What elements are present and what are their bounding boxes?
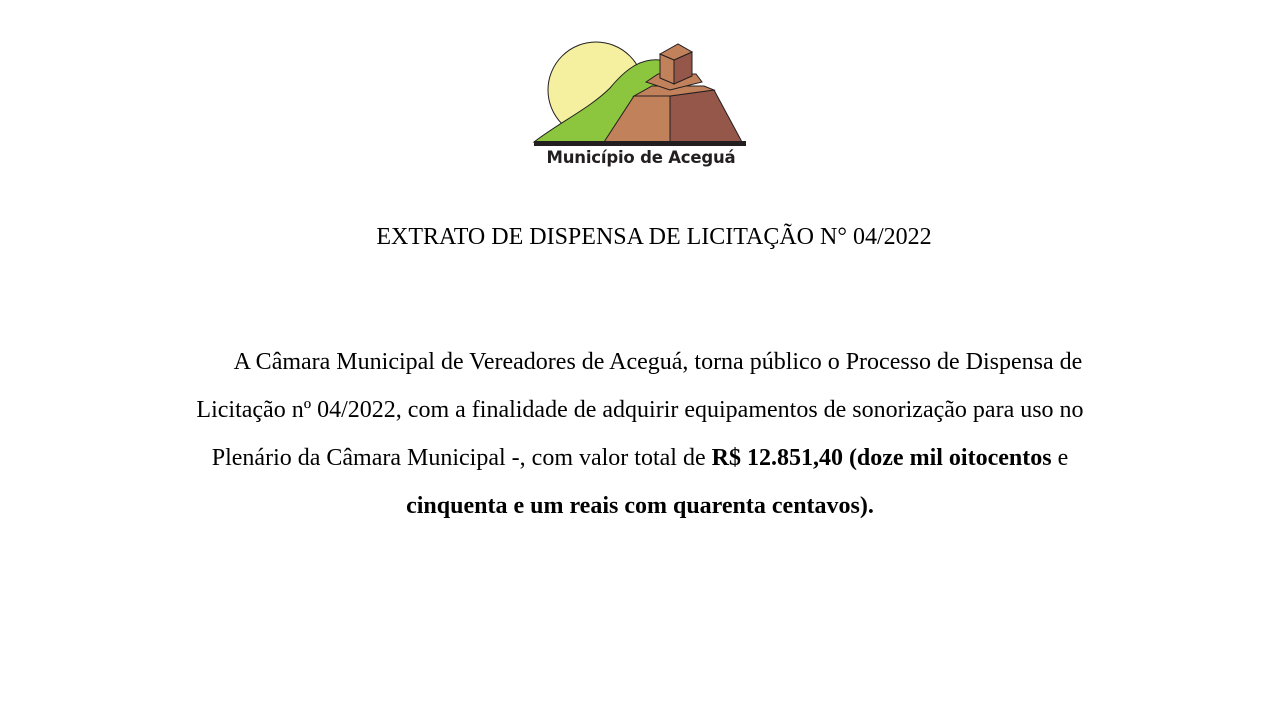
paragraph-line-3-text: Plenário da Câmara Municipal -, com valor total de [211, 445, 712, 471]
logo-text: Município de Aceguá [546, 148, 736, 167]
document-title: EXTRATO DE DISPENSA DE LICITAÇÃO N° 04/2022 [376, 224, 932, 250]
document-paragraph [140, 338, 1140, 530]
municipio-logo [530, 38, 752, 178]
paragraph-line-3 [140, 434, 1140, 482]
paragraph-line-1: A Câmara Municipal de Vereadores de Aceguá, torna público o Processo de Dispensa de [233, 349, 1083, 375]
paragraph-line-2: Licitação nº 04/2022, com a finalidade de adquirir equipamentos de sonorização para uso no [196, 397, 1084, 423]
total-value-words: cinquenta e um reais com quarenta centavos). [406, 493, 874, 519]
total-value-text: R$ 12.851,40 (doze mil oitocentos [711, 445, 1052, 471]
logo-emblem-icon [530, 38, 752, 148]
paragraph-line-3-end: e [1051, 445, 1069, 471]
